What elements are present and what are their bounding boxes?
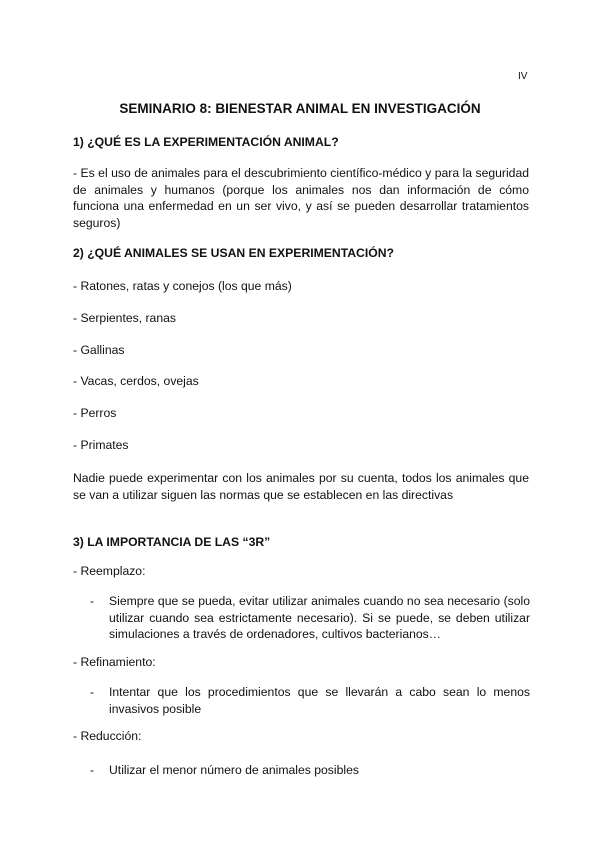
- animal-list-item: - Primates: [73, 438, 129, 452]
- principle-label-refinamiento: - Refinamiento:: [73, 655, 156, 669]
- bullet-dash: -: [90, 763, 95, 777]
- page-title: SEMINARIO 8: BIENESTAR ANIMAL EN INVESTIGACIÓN: [119, 101, 481, 116]
- principle-text: Intentar que los procedimientos que se llevarán a cabo sean lo menos invasivos posible: [109, 685, 530, 716]
- principle-label-reduccion: - Reducción:: [73, 729, 142, 743]
- principle-bullet-reduccion: [90, 762, 530, 779]
- principle-text: Siempre que se pueda, evitar utilizar animales cuando no sea necesario (solo utilizar cuando sea estrictamente necesario). Si se puede, se deben utilizar simulaciones a través de ordenadores, cultivos bacterianos…: [109, 594, 530, 641]
- section-1-heading: 1) ¿QUÉ ES LA EXPERIMENTACIÓN ANIMAL?: [73, 135, 339, 149]
- bullet-dash: -: [90, 594, 95, 608]
- animal-list-item: - Perros: [73, 406, 117, 420]
- principle-label-reemplazo: - Reemplazo:: [73, 564, 146, 578]
- principle-bullet-reemplazo: [90, 593, 530, 643]
- section-2-heading: 2) ¿QUÉ ANIMALES SE USAN EN EXPERIMENTACIÓN?: [73, 246, 394, 260]
- animal-list-item: - Ratones, ratas y conejos (los que más): [73, 279, 292, 293]
- animal-list-item: - Serpientes, ranas: [73, 311, 176, 325]
- section-3-heading: 3) LA IMPORTANCIA DE LAS “3R”: [73, 535, 271, 549]
- animal-list-item: - Gallinas: [73, 343, 125, 357]
- bullet-dash: -: [90, 685, 95, 699]
- section-2-note: Nadie puede experimentar con los animales por su cuenta, todos los animales que se van a utilizar siguen las normas que se establecen en las directivas: [73, 471, 529, 502]
- principle-bullet-refinamiento: [90, 684, 530, 717]
- animal-list-item: - Vacas, cerdos, ovejas: [73, 374, 199, 388]
- principle-text: Utilizar el menor número de animales posibles: [109, 763, 359, 777]
- section-1-text: - Es el uso de animales para el descubrimiento científico-médico y para la seguridad de animales y humanos (porque los animales nos dan información de cómo funciona una enfermedad en un ser vivo, y así se pueden desarrollar tratamientos seguros): [73, 166, 529, 230]
- page-corner-mark: IV: [518, 71, 528, 82]
